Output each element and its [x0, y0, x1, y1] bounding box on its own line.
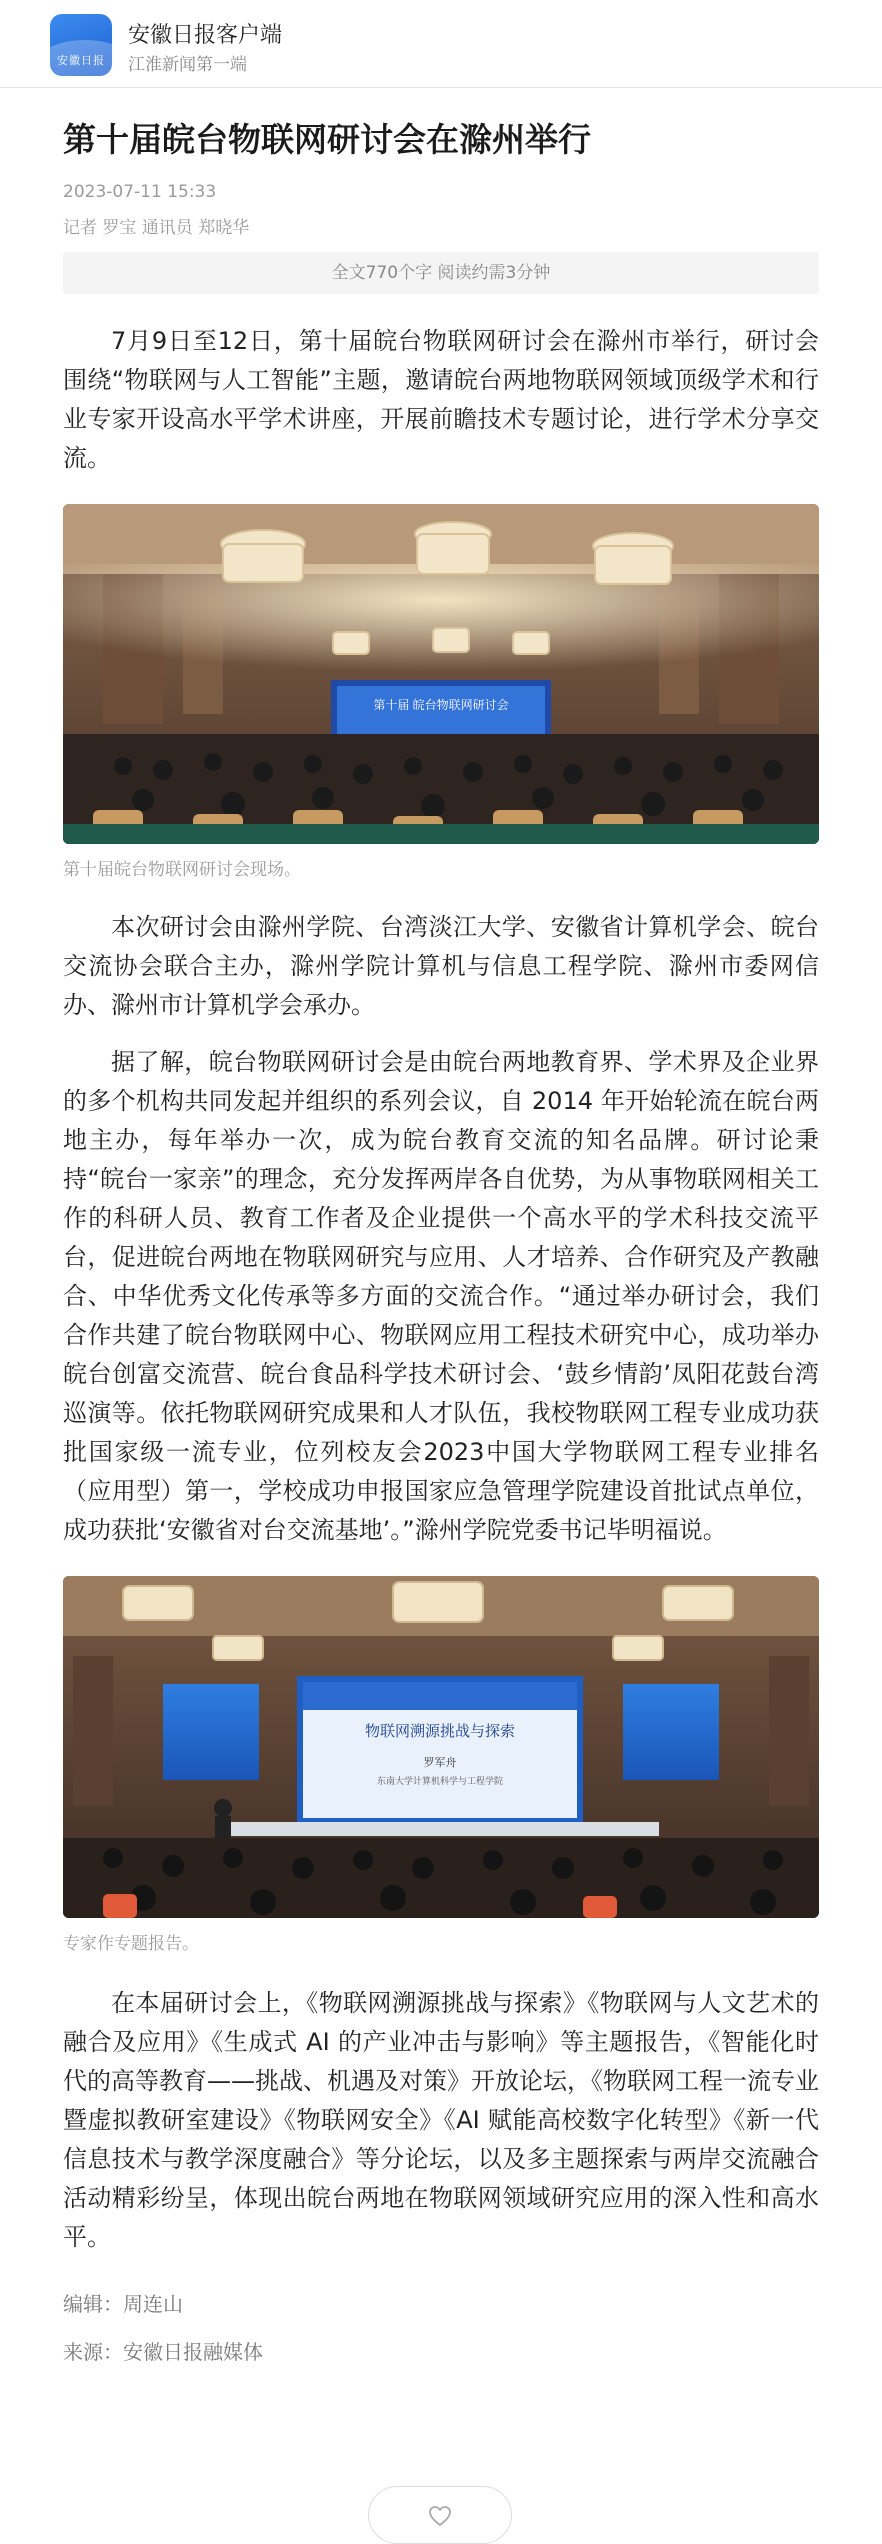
venue-photo-image	[63, 504, 819, 844]
talk-screen-affiliation: 东南大学计算机科学与工程学院	[376, 1776, 504, 1786]
photo-caption: 第十届皖台物联网研讨会现场。	[63, 860, 301, 880]
article-paragraph: 在本届研讨会上，《物联网溯源挑战与探索》《物联网与人文艺术的融合及应用》《生成式 AI 的产业冲击与影响》等主题报告，《智能化时代的高等教育——挑战、机遇及对策》开放论坛，《物联网工程一流专业暨虚拟教研室建设》《物联网安全》《AI 赋能高校数字化转型》《新一代信息技术与教学深度融合》等分论坛，以及多主题探索与两岸交流融合活动精彩纷呈，体现出皖台两地在物联网领域研究应用的深入性和高水平。	[63, 1989, 819, 2251]
talk-screen-title: 物联网溯源挑战与探索	[364, 1723, 516, 1740]
photo-caption: 专家作专题报告。	[63, 1934, 199, 1954]
talk-screen-speaker: 罗军舟	[423, 1757, 457, 1769]
expert-talk-photo[interactable]	[63, 1576, 819, 1918]
article-paragraph: 本次研讨会由滁州学院、台湾淡江大学、安徽省计算机学会、皖台交流协会联合主办，滁州学院计算机与信息工程学院、滁州市委网信办、滁州市计算机学会承办。	[63, 913, 819, 1019]
app-slogan: 江淮新闻第一端	[128, 55, 247, 75]
article-editor: 编辑：周连山	[63, 2292, 183, 2316]
talk-photo-image	[63, 1576, 819, 1918]
app-header	[0, 0, 882, 88]
article-byline: 记者 罗宝 通讯员 郑晓华	[63, 218, 250, 238]
article	[63, 110, 819, 2367]
read-info-bar: 全文770个字 阅读约需3分钟	[63, 252, 819, 294]
like-button[interactable]	[368, 2486, 512, 2544]
heart-outline-icon	[428, 2505, 452, 2527]
article-source: 来源：安徽日报融媒体	[63, 2340, 263, 2364]
conference-venue-photo[interactable]	[63, 504, 819, 844]
article-paragraph: 据了解，皖台物联网研讨会是由皖台两地教育界、学术界及企业界的多个机构共同发起并组织的系列会议，自 2014 年开始轮流在皖台两地主办，每年举办一次，成为皖台教育交流的知名品牌。研讨论秉持“皖台一家亲”的理念，充分发挥两岸各自优势，为从事物联网相关工作的科研人员、教育工作者及企业提供一个高水平的学术科技交流平台，促进皖台两地在物联网研究与应用、人才培养、合作研究及产教融合、中华优秀文化传承等多方面的交流合作。“通过举办研讨会，我们合作共建了皖台物联网中心、物联网应用工程技术研究中心，成功举办皖台创富交流营、皖台食品科学技术研讨会、‘鼓乡情韵’凤阳花鼓台湾巡演等。依托物联网研究成果和人才队伍，我校物联网工程专业成功获批国家级一流专业，位列校友会2023中国大学物联网工程专业排名（应用型）第一，学校成功申报国家应急管理学院建设首批试点单位，成功获批‘安徽省对台交流基地’。”滁州学院党委书记毕明福说。	[63, 1048, 819, 1544]
logo-text: 安徽日报	[57, 54, 105, 67]
app-name: 安徽日报客户端	[128, 23, 283, 48]
app-logo[interactable]	[50, 14, 112, 76]
venue-screen-text: 第十届 皖台物联网研讨会	[373, 698, 509, 712]
publish-date: 2023-07-11 15:33	[63, 182, 217, 202]
article-title: 第十届皖台物联网研讨会在滁州举行	[63, 120, 591, 159]
article-paragraph: 7月9日至12日，第十届皖台物联网研讨会在滁州市举行，研讨会围绕“物联网与人工智能”主题，邀请皖台两地物联网领域顶级学术和行业专家开设高水平学术讲座，开展前瞻技术专题讨论，进行学术分享交流。	[63, 327, 819, 472]
